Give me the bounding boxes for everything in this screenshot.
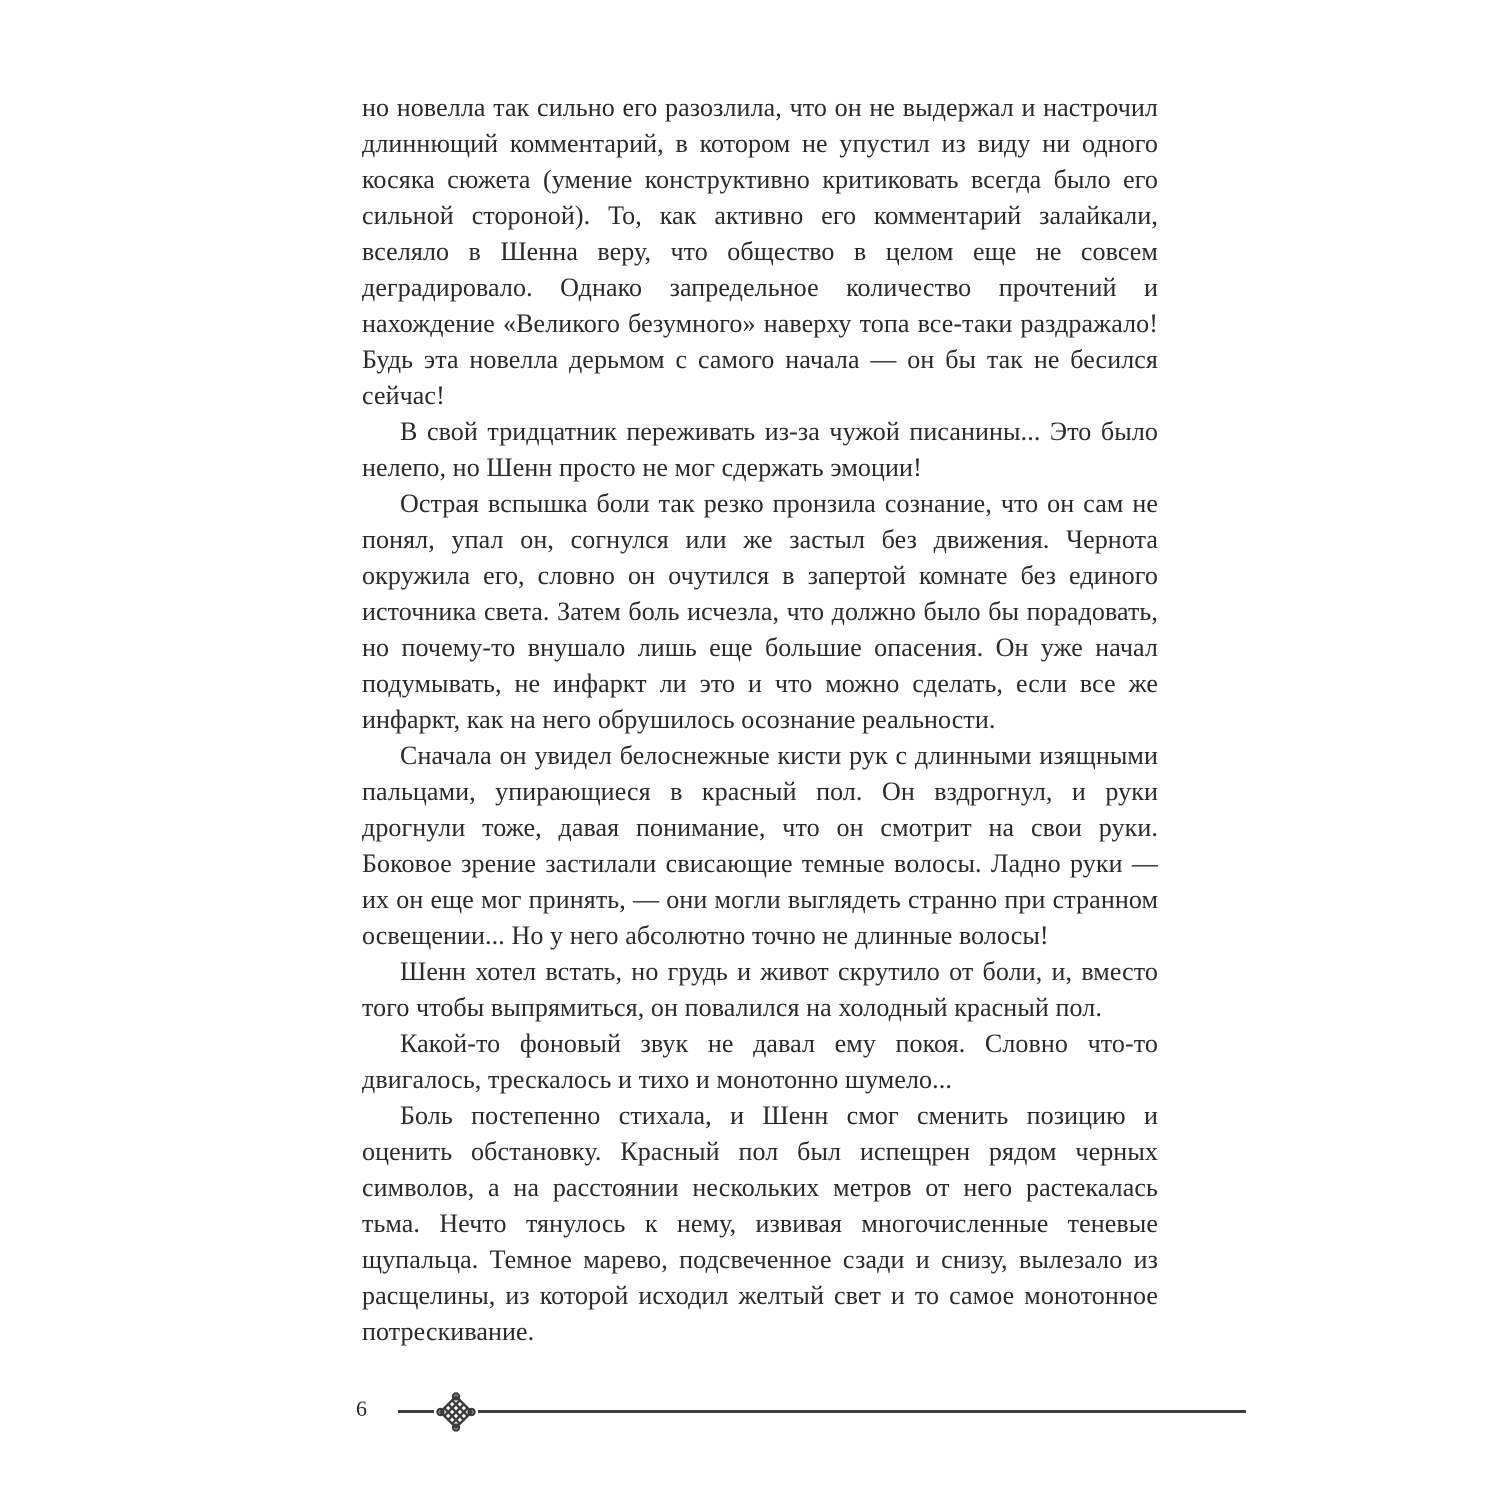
page-body	[362, 90, 1158, 1350]
footer-rule	[398, 1410, 1246, 1413]
paragraph: но новелла так сильно его разозлила, что он не выдержал и настрочил длиннющий комментарий, в котором не упустил из виду ни одного косяка сюжета (умение конструктивно критиковать всегда было его сильной стороной). То, как активно его комментарий залайкали, вселяло в Шенна веру, что общество в целом еще не совсем деградировало. Однако запредельное количество прочтений и нахождение «Великого безумного» наверху топа все-таки раздражало! Будь эта новелла дерьмом с самого начала — он бы так не бесился сейчас!	[362, 93, 1158, 410]
paragraph: Какой-то фоновый звук не давал ему покоя. Словно что-то двигалось, трескалось и тихо и монотонно шумело...	[362, 1029, 1158, 1094]
paragraph: В свой тридцатник переживать из-за чужой писанины... Это было нелепо, но Шенн просто не мог сдержать эмоции!	[362, 417, 1158, 482]
paragraph: Острая вспышка боли так резко пронзила сознание, что он сам не понял, упал он, согнулся или же застыл без движения. Чернота окружила его, словно он очутился в запертой комнате без единого источника света. Затем боль исчезла, что должно было бы порадовать, но почему-то внушало лишь еще большие опасения. Он уже начал подумывать, не инфаркт ли это и что можно сделать, если все же инфаркт, как на него обрушилось осознание реальности.	[362, 489, 1158, 734]
endless-knot-icon	[434, 1392, 478, 1432]
page-footer	[356, 1392, 1248, 1432]
page-number: 6	[356, 1396, 367, 1421]
paragraph: Боль постепенно стихала, и Шенн смог сменить позицию и оценить обстановку. Красный пол был испещрен рядом черных символов, а на расстоянии нескольких метров от него растекалась тьма. Нечто тянулось к нему, извивая многочисленные теневые щупальца. Темное марево, подсвеченное сзади и снизу, вылезало из расщелины, из которой исходил желтый свет и то самое монотонное потрескивание.	[362, 1101, 1158, 1346]
paragraph: Сначала он увидел белоснежные кисти рук с длинными изящными пальцами, упирающиеся в красный пол. Он вздрогнул, и руки дрогнули тоже, давая понимание, что он смотрит на свои руки. Боковое зрение застилали свисающие темные волосы. Ладно руки — их он еще мог принять, — они могли выглядеть странно при странном освещении... Но у него абсолютно точно не длинные волосы!	[362, 741, 1158, 950]
paragraph: Шенн хотел встать, но грудь и живот скрутило от боли, и, вместо того чтобы выпрямиться, он повалился на холодный красный пол.	[362, 957, 1158, 1022]
